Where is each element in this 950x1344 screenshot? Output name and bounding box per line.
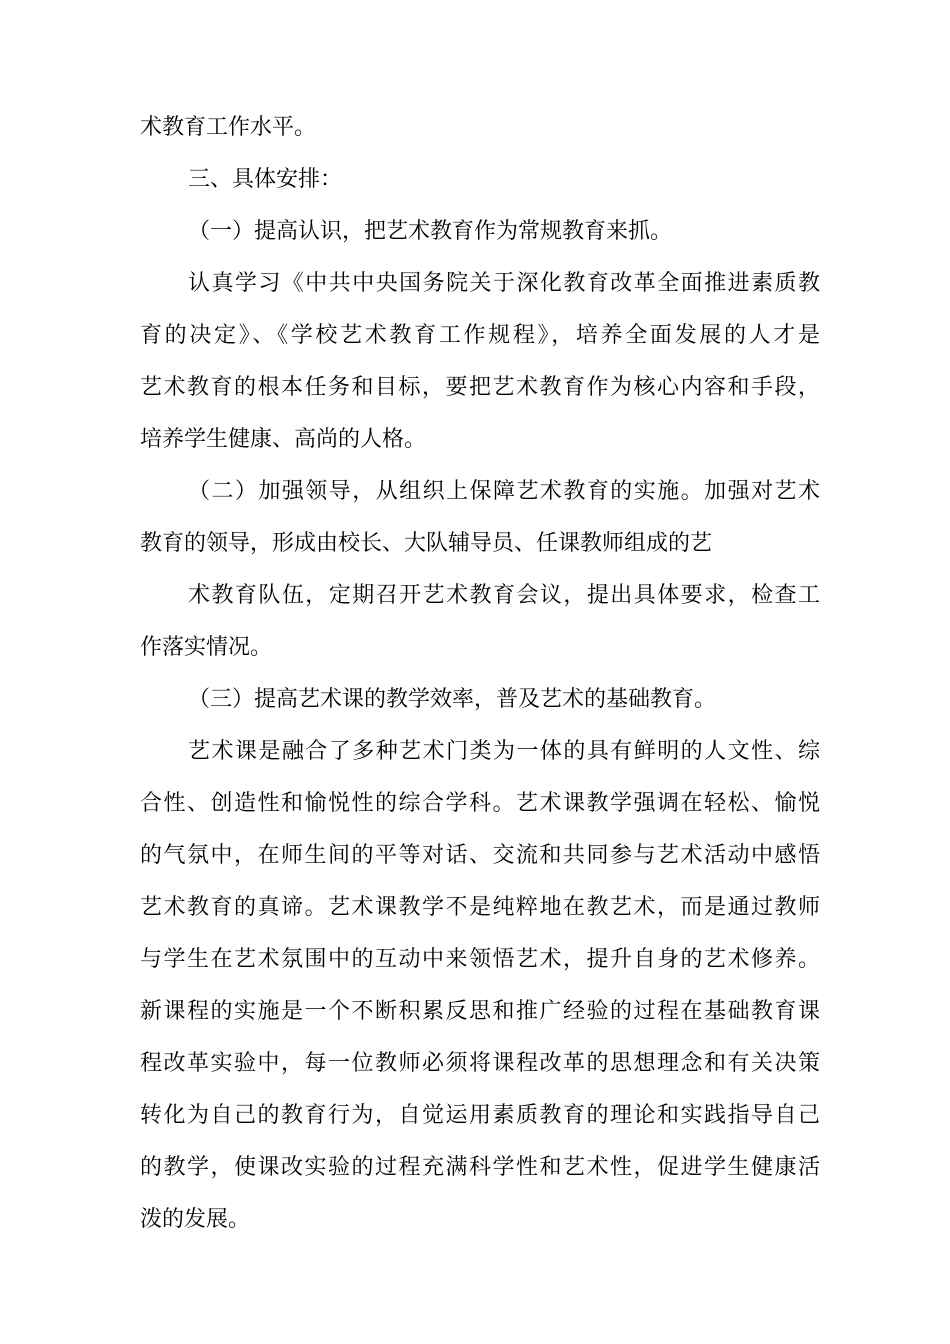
text-line: 新课程的实施是一个不断积累反思和推广经验的过程在基础教育课 [140, 999, 820, 1024]
text-line: 转化为自己的教育行为，自觉运用素质教育的理论和实践指导自己 [140, 1103, 820, 1128]
text-line: 的气氛中，在师生间的平等对话、交流和共同参与艺术活动中感悟 [140, 843, 820, 868]
text-line: 艺术教育的根本任务和目标，要把艺术教育作为核心内容和手段， [140, 375, 820, 400]
text-line: 术教育队伍，定期召开艺术教育会议，提出具体要求，检查工 [188, 583, 820, 608]
text-line: 艺术课是融合了多种艺术门类为一体的具有鲜明的人文性、综 [188, 739, 820, 764]
subsection-heading: （二）加强领导，从组织上保障艺术教育的实施。加强对艺术 [188, 479, 820, 504]
text-line: 认真学习《中共中央国务院关于深化教育改革全面推进素质教 [188, 271, 820, 296]
text-line: 程改革实验中，每一位教师必须将课程改革的思想理念和有关决策 [140, 1051, 820, 1076]
text-line: 与学生在艺术氛围中的互动中来领悟艺术，提升自身的艺术修养。 [140, 947, 820, 972]
text-line: 合性、创造性和愉悦性的综合学科。艺术课教学强调在轻松、愉悦 [140, 791, 820, 816]
section-heading: 三、具体安排： [188, 167, 343, 192]
subsection-heading: （三）提高艺术课的教学效率，普及艺术的基础教育。 [188, 687, 717, 712]
subsection-heading: （一）提高认识，把艺术教育作为常规教育来抓。 [188, 219, 673, 244]
text-line: 育的决定》、《学校艺术教育工作规程》，培养全面发展的人才是 [140, 323, 820, 348]
text-line: 艺术教育的真谛。艺术课教学不是纯粹地在教艺术，而是通过教师 [140, 895, 820, 920]
text-line: 教育的领导，形成由校长、大队辅导员、任课教师组成的艺 [140, 531, 713, 556]
text-line: 泼的发展。 [140, 1207, 251, 1232]
text-line: 作落实情况。 [140, 635, 273, 660]
text-line: 的教学，使课改实验的过程充满科学性和艺术性，促进学生健康活 [140, 1155, 820, 1180]
text-line: 培养学生健康、高尚的人格。 [140, 427, 427, 452]
text-line: 术教育工作水平。 [140, 115, 317, 140]
